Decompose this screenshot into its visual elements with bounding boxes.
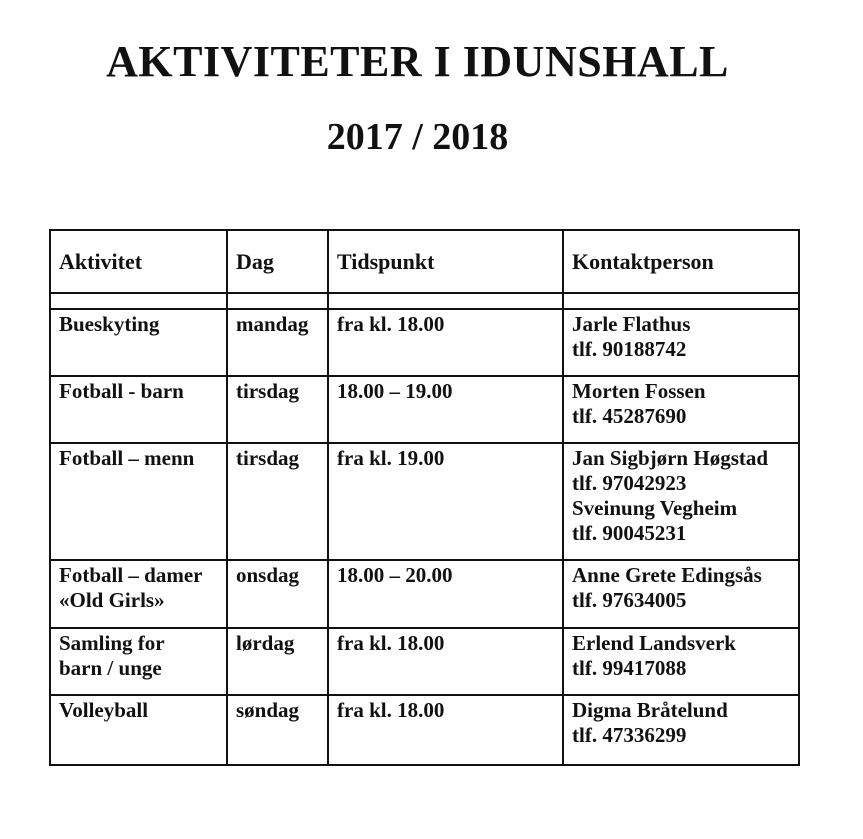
- table-row: [50, 309, 799, 376]
- activity-name-line-2: barn / unge: [59, 656, 162, 680]
- contact-cell: [563, 376, 799, 443]
- column-header-contact: Kontaktperson: [563, 230, 799, 293]
- contact-name: Sveinung Vegheim: [572, 496, 738, 520]
- activity-cell: [50, 443, 227, 560]
- activity-name: Fotball – damer: [59, 563, 203, 587]
- day-cell: tirsdag: [227, 443, 328, 560]
- table-row: [50, 695, 799, 765]
- activity-schedule-table: [49, 229, 800, 766]
- contact-cell: [563, 695, 799, 765]
- table-row: [50, 443, 799, 560]
- contact-phone: tlf. 47336299: [572, 723, 687, 747]
- page-subtitle-season: 2017 / 2018: [326, 116, 509, 158]
- column-header-time: Tidspunkt: [328, 230, 563, 293]
- table-spacer-row: [50, 293, 799, 309]
- time-cell: 18.00 – 20.00: [328, 560, 563, 628]
- activity-cell: [50, 628, 227, 695]
- column-header-day: Dag: [227, 230, 328, 293]
- contact-phone: tlf. 45287690: [572, 404, 687, 428]
- contact-phone: tlf. 97634005: [572, 588, 687, 612]
- contact-cell: [563, 309, 799, 376]
- day-cell: mandag: [227, 309, 328, 376]
- contact-name: Jarle Flathus: [572, 312, 691, 336]
- table-row: [50, 628, 799, 695]
- contact-name: Anne Grete Edingsås: [572, 563, 762, 587]
- contact-name: Morten Fossen: [572, 379, 706, 403]
- contact-cell: [563, 443, 799, 560]
- contact-cell: [563, 628, 799, 695]
- table-row: [50, 376, 799, 443]
- contact-phone: tlf. 97042923: [572, 471, 687, 495]
- time-cell: fra kl. 19.00: [328, 443, 563, 560]
- time-cell: fra kl. 18.00: [328, 309, 563, 376]
- activity-cell: [50, 309, 227, 376]
- contact-name: Digma Bråtelund: [572, 698, 728, 722]
- activity-name-line-2: «Old Girls»: [59, 588, 165, 612]
- spacer-cell: [563, 293, 799, 309]
- activity-name: Bueskyting: [59, 312, 160, 336]
- spacer-cell: [328, 293, 563, 309]
- contact-name: Erlend Landsverk: [572, 631, 736, 655]
- activity-cell: [50, 695, 227, 765]
- column-header-activity: Aktivitet: [50, 230, 227, 293]
- activity-name: Volleyball: [59, 698, 149, 722]
- activity-name: Fotball – menn: [59, 446, 195, 470]
- day-cell: tirsdag: [227, 376, 328, 443]
- spacer-cell: [50, 293, 227, 309]
- activity-name: Fotball - barn: [59, 379, 184, 403]
- table-header-row: [50, 230, 799, 293]
- activity-cell: [50, 560, 227, 628]
- contact-phone: tlf. 90188742: [572, 337, 687, 361]
- day-cell: onsdag: [227, 560, 328, 628]
- contact-phone: tlf. 99417088: [572, 656, 687, 680]
- time-cell: fra kl. 18.00: [328, 628, 563, 695]
- time-cell: fra kl. 18.00: [328, 695, 563, 765]
- time-cell: 18.00 – 19.00: [328, 376, 563, 443]
- day-cell: søndag: [227, 695, 328, 765]
- spacer-cell: [227, 293, 328, 309]
- activity-cell: [50, 376, 227, 443]
- page-title: AKTIVITETER I IDUNSHALL: [106, 37, 729, 86]
- activity-name: Samling for: [59, 631, 165, 655]
- contact-phone: tlf. 90045231: [572, 521, 687, 545]
- table-row: [50, 560, 799, 628]
- contact-cell: [563, 560, 799, 628]
- contact-name: Jan Sigbjørn Høgstad: [572, 446, 769, 470]
- day-cell: lørdag: [227, 628, 328, 695]
